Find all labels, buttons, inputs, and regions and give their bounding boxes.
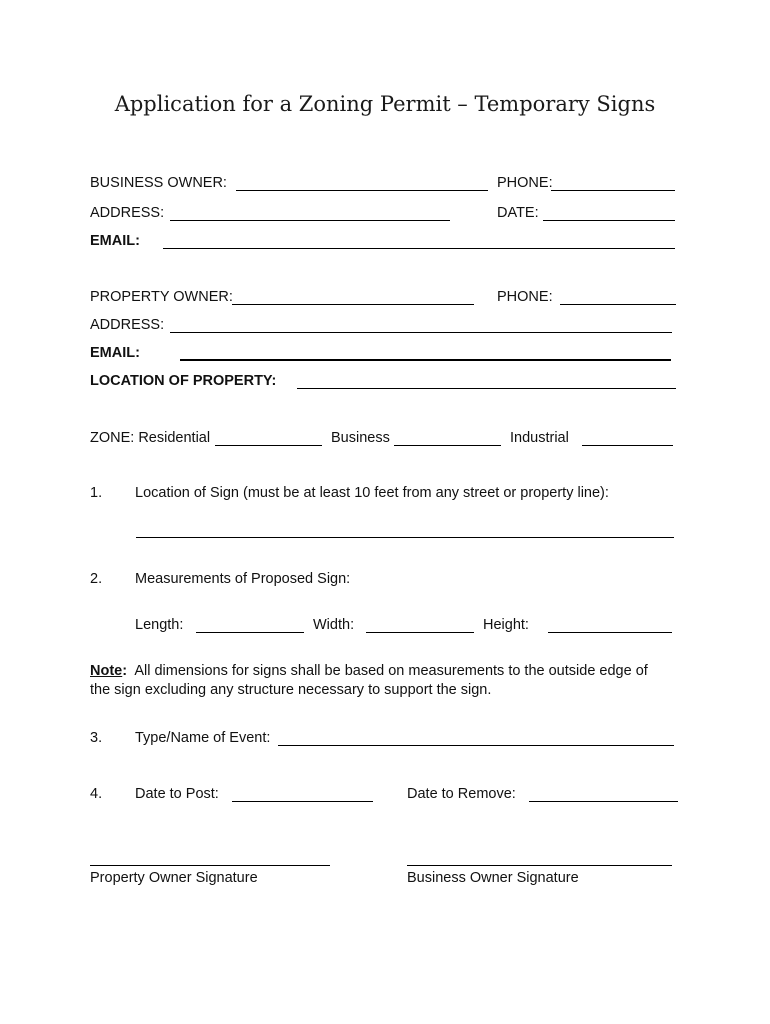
property-address-label: ADDRESS:	[90, 317, 165, 333]
width-label: Width:	[313, 617, 355, 633]
length-field[interactable]	[196, 632, 304, 633]
property-phone-label: PHONE:	[497, 289, 553, 305]
length-label: Length:	[135, 617, 184, 633]
height-field[interactable]	[548, 632, 672, 633]
date-label: DATE:	[497, 205, 539, 221]
note-colon: :	[122, 663, 128, 679]
zone-industrial-label: Industrial	[510, 430, 569, 446]
item-4-number: 4.	[90, 786, 103, 802]
event-name-field[interactable]	[278, 745, 674, 746]
property-address-field[interactable]	[170, 332, 672, 333]
zone-business-field[interactable]	[394, 445, 501, 446]
business-phone-field[interactable]	[551, 190, 675, 191]
date-to-remove-label: Date to Remove:	[407, 786, 516, 802]
zone-business-label: Business	[331, 430, 390, 446]
business-address-label: ADDRESS:	[90, 205, 165, 221]
item-1-number: 1.	[90, 485, 103, 501]
date-to-post-field[interactable]	[232, 801, 373, 802]
item-2-text: Measurements of Proposed Sign:	[135, 571, 351, 587]
note-line-2: the sign excluding any structure necessary to support the sign.	[90, 682, 492, 698]
item-3-text: Type/Name of Event:	[135, 730, 271, 746]
date-to-post-label: Date to Post:	[135, 786, 219, 802]
business-address-field[interactable]	[170, 220, 450, 221]
item-2-number: 2.	[90, 571, 103, 587]
date-to-remove-field[interactable]	[529, 801, 678, 802]
zone-residential-field[interactable]	[215, 445, 322, 446]
business-owner-signature-line[interactable]	[407, 865, 672, 866]
property-phone-field[interactable]	[560, 304, 676, 305]
property-owner-label: PROPERTY OWNER:	[90, 289, 233, 305]
item-1-text: Location of Sign (must be at least 10 feet from any street or property line):	[135, 485, 609, 501]
business-owner-label: BUSINESS OWNER:	[90, 175, 227, 191]
zone-residential-label: ZONE: Residential	[90, 430, 211, 446]
property-owner-signature-label: Property Owner Signature	[90, 870, 258, 886]
page-title: Application for a Zoning Permit – Temporary Signs	[114, 92, 656, 116]
business-owner-signature-label: Business Owner Signature	[407, 870, 579, 886]
width-field[interactable]	[366, 632, 474, 633]
note-paragraph	[90, 662, 648, 681]
business-owner-field[interactable]	[236, 190, 488, 191]
location-of-property-label: LOCATION OF PROPERTY:	[90, 373, 277, 389]
height-label: Height:	[483, 617, 529, 633]
sign-location-field[interactable]	[136, 537, 674, 538]
property-email-field[interactable]	[180, 359, 671, 361]
property-owner-signature-line[interactable]	[90, 865, 330, 866]
business-email-field[interactable]	[163, 248, 675, 249]
item-3-number: 3.	[90, 730, 103, 746]
date-field[interactable]	[543, 220, 675, 221]
business-phone-label: PHONE:	[497, 175, 553, 191]
zone-industrial-field[interactable]	[582, 445, 673, 446]
note-line-1: All dimensions for signs shall be based on measurements to the outside edge of	[134, 663, 648, 679]
property-owner-field[interactable]	[232, 304, 474, 305]
property-email-label: EMAIL:	[90, 345, 140, 361]
location-of-property-field[interactable]	[297, 388, 676, 389]
business-email-label: EMAIL:	[90, 233, 140, 249]
note-heading: Note	[90, 663, 123, 679]
